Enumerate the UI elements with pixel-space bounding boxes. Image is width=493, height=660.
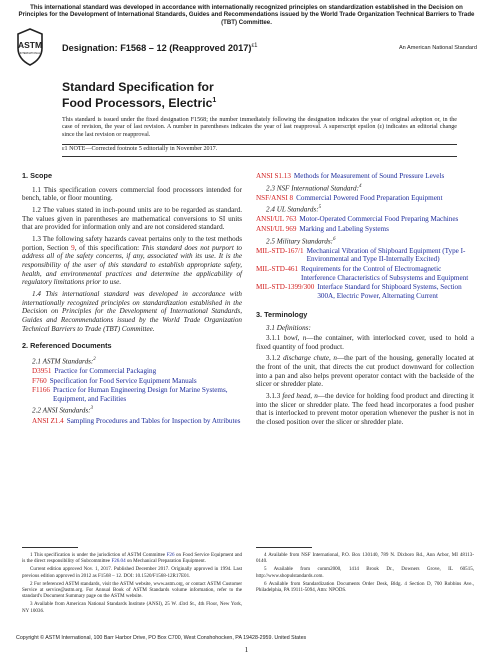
committee-f26-link[interactable]: F26: [166, 552, 175, 558]
reference-title-link[interactable]: Sampling Procedures and Tables for Inspection by Attributes: [66, 416, 241, 425]
reference-code-link[interactable]: NSF/ANSI 8: [256, 193, 294, 202]
footnote-divider: [22, 547, 78, 548]
reference-code-link[interactable]: ANSI S1.13: [256, 172, 291, 180]
ansi-standards-list: [32, 417, 242, 426]
ansi-standards-list-continued: [256, 172, 474, 181]
reference-code-link[interactable]: MIL-STD-461: [256, 265, 299, 274]
footnote-2: 2 For referenced ASTM standards, visit the ASTM website, www.astm.org, or contact ASTM Customer Service at service@astm.org. For Annual Book of ASTM Standards volume information, refer to the standard's Document Summary page on the ASTM website.: [22, 580, 242, 600]
title-line-2: Food Processors, Electric$^1$: [62, 96, 217, 111]
reference-title-link[interactable]: Practice for Commercial Packaging: [54, 366, 157, 375]
section-9-link[interactable]: 9: [71, 243, 75, 252]
reference-title-link[interactable]: Motor-Operated Commercial Food Preparing Machines: [299, 215, 459, 224]
definition-feed-head: 3.1.3 feed head, n—the device for holding food product and directing it into the slicer or shredder plate. The feed head incorporates a food pusher that is interlocked to prevent motor operation whenever the pusher is not in the closed position over the slicer or shredder plate.: [256, 391, 474, 426]
reference-code-link[interactable]: D3951: [32, 366, 52, 375]
ul-standards-label: 2.4 UL Standards:$^5$: [266, 205, 322, 214]
reference-code-link[interactable]: F760: [32, 376, 47, 385]
reference-title-link[interactable]: Commercial Powered Food Preparation Equipment: [296, 193, 443, 202]
reference-code-link[interactable]: F1166: [32, 386, 50, 395]
ansi-standards-label: 2.2 ANSI Standards:$^3$: [32, 406, 94, 415]
reference-entry[interactable]: [256, 172, 474, 181]
astm-standards-list: [32, 367, 242, 404]
designation: [62, 43, 257, 53]
military-standards-list: [256, 247, 474, 301]
reference-title-link[interactable]: Practice for Human Engineering Design for Marine Systems, Equipment, and Facilities: [53, 386, 228, 403]
paragraph-1-2: 1.2 The values stated in inch-pound units are to be regarded as standard. The values given in parentheses are mathematical conversions to SI units that are provided for information only and are not considered standard.: [22, 205, 242, 232]
title-footnote-ref: 1: [212, 97, 217, 104]
reference-entry[interactable]: [256, 194, 474, 203]
editorial-note: ε1 NOTE—Corrected footnote 5 editorially in November 2017.: [62, 146, 218, 152]
astm-standards-label: 2.1 ASTM Standards:$^2$: [32, 356, 96, 366]
paragraph-1-1: 1.1 This specification covers commercial food processors intended for bench, table, or floor mounting.: [22, 185, 242, 203]
footnotes-left: [22, 552, 242, 616]
ul-standards-list: [256, 215, 474, 233]
designation-text: Designation: F1568 – 12 (Reapproved 2017): [62, 43, 252, 54]
reference-entry[interactable]: [32, 377, 242, 386]
reference-entry[interactable]: [256, 265, 474, 282]
svg-text:INTERNATIONAL: INTERNATIONAL: [19, 52, 41, 55]
footnote-1: 1 This specification is under the jurisdiction of ASTM Committee F26 on Food Service Equipment and is the direct responsibility of Subcommittee F26.04 on Mechanical Preparation Equipment.: [22, 552, 242, 565]
reference-code-link[interactable]: ANSI/UL 763: [256, 215, 297, 224]
definition-discharge-chute: 3.1.2 discharge chute, n—the part of the housing, generally located at the front of the unit, that directs the cut product downward for collection into a pan and also helps prevent operator contact with the backside of the slicer or shredder plate.: [256, 354, 474, 389]
reference-title-link[interactable]: Requirements for the Control of Electromagnetic Interference Characteristics of Subsystems and Equipment: [301, 265, 469, 282]
document-title: [62, 80, 442, 110]
tbt-banner: This international standard was developed in accordance with internationally recognized principles on standardization established in the Decision on Principles for the Development of International Standards, Guides and Recommendations issued by the World Trade Organization Technical Barriers to Trade (TBT) Committee.: [18, 4, 475, 26]
astm-international-logo: [16, 28, 44, 66]
section-heading-terminology: 3. Terminology: [256, 309, 308, 319]
reference-entry[interactable]: [256, 225, 474, 234]
military-standards-label: 2.5 Military Standards:$^6$: [266, 236, 336, 246]
reference-entry[interactable]: [256, 247, 474, 264]
copyright-line: Copyright © ASTM International, 100 Barr Harbor Drive, PO Box C700, West Conshohocken, PA 19428-2959. United States: [16, 635, 307, 641]
footnotes-right: [256, 552, 474, 595]
divider: [62, 156, 457, 157]
reference-code-link[interactable]: MIL-STD-1399/300: [256, 283, 315, 292]
organization-label: An American National Standard: [398, 45, 477, 51]
reference-title-link[interactable]: Marking and Labeling Systems: [299, 225, 389, 234]
section-heading-referenced-documents: 2. Referenced Documents: [22, 341, 112, 351]
footnote-divider: [256, 547, 312, 548]
divider: [62, 144, 457, 145]
left-column: [22, 172, 242, 427]
epsilon-mark: ε1: [251, 43, 258, 49]
reference-entry[interactable]: [32, 367, 242, 376]
reference-title-link[interactable]: Interface Standard for Shipboard Systems, Section 300A, Electric Power, Alternating Current: [317, 283, 462, 300]
reference-entry[interactable]: [256, 283, 474, 300]
paragraph-1-4: 1.4 This international standard was developed in accordance with internationally recognized principles on standardization established in the Decision on Principles for the Development of International Standards, Guides and Recommendations issued by the World Trade Organization Technical Barriers to Trade (TBT) Committee.: [22, 289, 242, 333]
reference-title-link[interactable]: Mechanical Vibration of Shipboard Equipment (Type I-Environmental and Type II-Internally Excited): [306, 246, 466, 264]
reference-entry[interactable]: [32, 417, 242, 426]
reference-entry[interactable]: [32, 386, 242, 403]
definitions-label: 3.1 Definitions:: [266, 324, 311, 333]
reference-code-link[interactable]: MIL-STD-167/1: [256, 246, 304, 255]
footnote-4: 4 Available from NSF International, P.O. Box 130140, 789 N. Dixboro Rd., Ann Arbor, MI 48113-0140.: [256, 552, 474, 565]
reference-code-link[interactable]: ANSI Z1.4: [32, 416, 64, 425]
footnote-5: 5 Available from comm2000, 1414 Brook Dr., Downers Grove, IL 60515, http://www.shopulstandards.com.: [256, 566, 474, 579]
nsf-standards-label: 2.3 NSF International Standard:$^4$: [266, 183, 362, 193]
page-number: 1: [244, 645, 249, 654]
reference-code-link[interactable]: ANSI/UL 969: [256, 225, 297, 234]
footnote-6: 6 Available from Standardization Documents Order Desk, Bldg. 4 Section D, 700 Robbins Ave., Philadelphia, PA 19111-5094, Attn: NPODS.: [256, 580, 474, 594]
subcommittee-f26-04-link[interactable]: F26.04: [111, 558, 126, 565]
paragraph-1-3: 1.3 The following safety hazards caveat pertains only to the test methods portion, Section 9, of this specification: This standard does not purport to address all of the safety concerns, if any, associated with its use. It is the responsibility of the user of this standard to establish appropriate safety, health, and environmental practices and determine the applicability of regulatory limitations prior to use.: [22, 234, 243, 287]
footnote-edition: Current edition approved Nov. 1, 2017. Published December 2017. Originally approved in 1994. Last previous edition approved in 2012 as F1568 – 12. DOI: 10.1520/F1568-12R17E01.: [22, 566, 242, 579]
reference-title-link[interactable]: Specification for Food Service Equipment Manuals: [49, 376, 197, 385]
svg-text:ASTM: ASTM: [17, 40, 43, 50]
footnote-3: 3 Available from American National Standards Institute (ANSI), 25 W. 43rd St., 4th Floor, New York, NY 10036.: [22, 601, 242, 614]
title-line-1: Standard Specification for: [62, 80, 214, 94]
reference-entry[interactable]: [256, 215, 474, 224]
reference-title-link[interactable]: Methods for Measurement of Sound Pressure Levels: [293, 172, 445, 180]
section-heading-scope: 1. Scope: [22, 171, 53, 180]
preamble: This standard is issued under the fixed designation F1568; the number immediately following the designation indicates the year of original adoption or, in the case of revision, the year of last revision. A number in parentheses indicates the year of last reapproval. A superscript epsilon (ε) indicates an editorial change since the last revision or reapproval.: [62, 117, 457, 138]
right-column: [256, 172, 474, 430]
nsf-standards-list: [256, 194, 474, 203]
definition-bowl: 3.1.1 bowl, n—the container, with interlocked cover, used to hold a fixed quantity of food product.: [256, 333, 474, 351]
